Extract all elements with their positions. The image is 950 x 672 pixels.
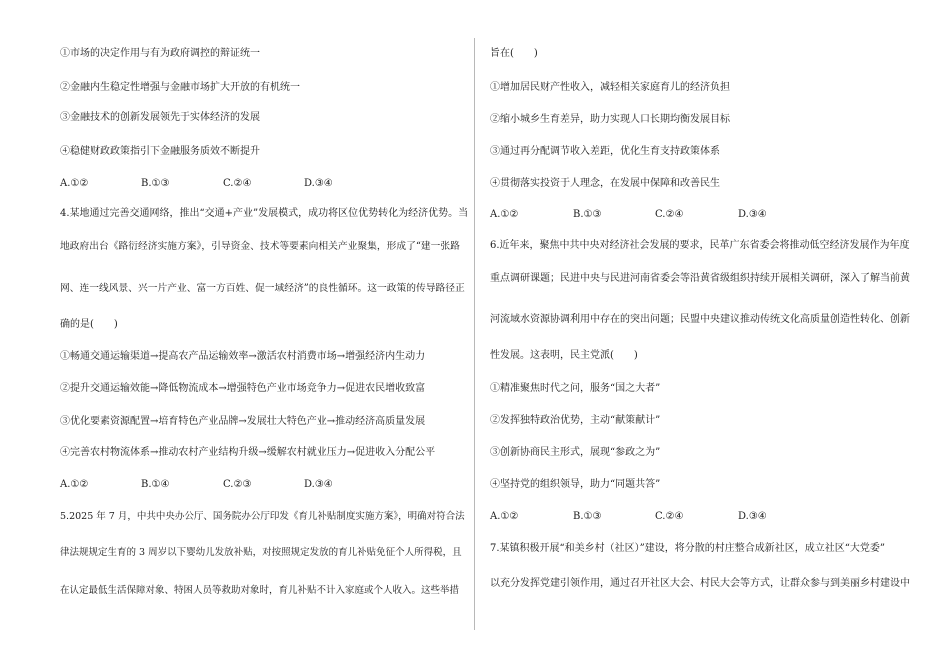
q4-choice-a: A.①②	[60, 479, 89, 490]
q3-choice-b: B.①③	[141, 178, 170, 189]
q5-stem-line-3: 在认定最低生活保障对象、特困人员等救助对象时，育儿补贴不计入家庭或个人收入。这些举措	[60, 585, 460, 596]
q5-choice-b: B.①③	[573, 209, 602, 220]
q7-stem-line-1: 7.某镇积极开展“和美乡村（社区）”建设，将分散的村庄整合成新社区，成立社区“大党委”	[490, 543, 885, 554]
q5-stem-line-1: 5.2025 年 7 月，中共中央办公厅、国务院办公厅印发《育儿补贴制度实施方案》，明确对符合法	[60, 511, 465, 522]
left-column	[0, 0, 474, 672]
q5-option-3: ③通过再分配调节收入差距，优化生育支持政策体系	[490, 146, 720, 157]
right-column	[476, 0, 950, 672]
q5-choice-a: A.①②	[490, 209, 519, 220]
q6-choice-a: A.①②	[490, 511, 519, 522]
q5-choice-c: C.②④	[655, 209, 684, 220]
q6-stem-line-3: 河流域水资源协调利用中存在的突出问题；民盟中央建议推动传统文化高质量创造性转化、创新	[490, 314, 910, 325]
q3-option-2: ②金融内生稳定性增强与金融市场扩大开放的有机统一	[60, 82, 300, 93]
q6-choice-b: B.①③	[573, 511, 602, 522]
q5-stem-end: 旨在( )	[490, 48, 538, 59]
q4-option-2: ②提升交通运输效能→降低物流成本→增强特色产业市场竞争力→促进农民增收致富	[60, 383, 426, 394]
q6-choice-c: C.②④	[655, 511, 684, 522]
q5-option-1: ①增加居民财产性收入，减轻相关家庭育儿的经济负担	[490, 82, 730, 93]
q7-stem-line-2: 以充分发挥党建引领作用，通过召开社区大会、村民大会等方式，让群众参与到美丽乡村建设中	[490, 578, 910, 589]
q4-choice-b: B.①④	[141, 479, 170, 490]
q3-option-1: ①市场的决定作用与有为政府调控的辩证统一	[60, 48, 260, 59]
q4-stem-line-3: 网、连一线风景、兴一片产业、富一方百姓、促一域经济”的良性循环。这一政策的传导路径正	[60, 283, 465, 294]
q3-choice-a: A.①②	[60, 178, 89, 189]
q5-stem-line-2: 律法规规定生育的 3 周岁以下婴幼儿发放补贴，对按照规定发放的育儿补贴免征个人所得税，且	[60, 547, 462, 558]
q6-stem-line-2: 重点调研课题；民进中央与民进河南省委会等沿黄省级组织持续开展相关调研，深入了解当前黄	[490, 273, 910, 284]
q4-option-4: ④完善农村物流体系→推动农村产业结构升级→缓解农村就业压力→促进收入分配公平	[60, 447, 436, 458]
q6-stem-line-4: 性发展。这表明，民主党派( )	[490, 350, 638, 361]
q5-option-2: ②缩小城乡生育差异，助力实现人口长期均衡发展目标	[490, 114, 730, 125]
q4-choice-d: D.③④	[304, 479, 333, 490]
q4-choice-c: C.②③	[223, 479, 252, 490]
q6-stem-line-1: 6.近年来，聚焦中共中央对经济社会发展的要求，民革广东省委会将推动低空经济发展作为年度	[490, 240, 910, 251]
q3-choice-d: D.③④	[304, 178, 333, 189]
q6-choice-d: D.③④	[738, 511, 767, 522]
q5-option-4: ④贯彻落实投资于人理念，在发展中保障和改善民生	[490, 178, 720, 189]
q3-option-4: ④稳健财政政策指引下金融服务质效不断提升	[60, 146, 260, 157]
q4-option-3: ③优化要素资源配置→培育特色产业品牌→发展壮大特色产业→推动经济高质量发展	[60, 416, 426, 427]
q6-option-4: ④坚持党的组织领导，助力“同题共答”	[490, 479, 661, 490]
q4-option-1: ①畅通交通运输渠道→提高农产品运输效率→激活农村消费市场→增强经济内生动力	[60, 351, 426, 362]
q6-option-1: ①精准聚焦时代之问，服务“国之大者”	[490, 383, 661, 394]
q3-option-3: ③金融技术的创新发展领先于实体经济的发展	[60, 112, 260, 123]
q4-stem-line-4: 确的是( )	[60, 319, 118, 330]
q4-stem-line-1: 4.某地通过完善交通网络，推出“交通+产业”发展模式，成功将区位优势转化为经济优势。当	[60, 208, 469, 219]
q5-choice-d: D.③④	[738, 209, 767, 220]
q4-stem-line-2: 地政府出台《路衍经济实施方案》，引导资金、技术等要素向相关产业聚集，形成了“建一张路	[60, 241, 460, 252]
q3-choice-c: C.②④	[223, 178, 252, 189]
q6-option-3: ③创新协商民主形式，展现“参政之为”	[490, 447, 661, 458]
q6-option-2: ②发挥独特政治优势，主动“献策献计”	[490, 415, 661, 426]
column-divider	[474, 38, 475, 630]
